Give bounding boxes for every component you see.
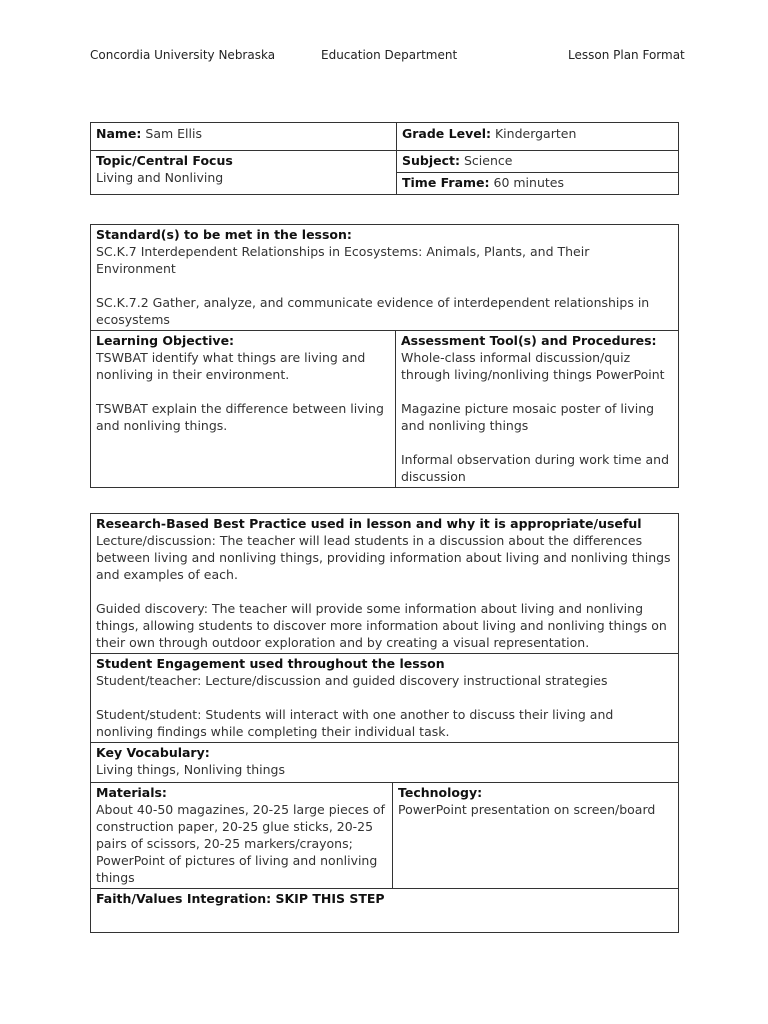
subject-cell [397, 151, 679, 173]
faith-heading: Faith/Values Integration: SKIP THIS STEP [96, 891, 385, 906]
grade-cell [397, 123, 679, 151]
standard-1: SC.K.7 Interdependent Relationships in Ecosystems: Animals, Plants, and Their Environment [96, 244, 590, 276]
engagement-para-1: Student/teacher: Lecture/discussion and guided discovery instructional strategies [96, 673, 608, 688]
name-cell [91, 123, 397, 151]
technology-cell [393, 783, 679, 889]
objective-heading: Learning Objective: [96, 333, 235, 348]
assessment-3: Informal observation during work time and discussion [401, 452, 670, 484]
assessment-heading: Assessment Tool(s) and Procedures: [401, 333, 657, 348]
time-label: Time Frame: [402, 175, 490, 190]
materials-value: About 40-50 magazines, 20-25 large pieces of construction paper, 20-25 glue sticks, 20-25 pairs of scissors, 20-25 markers/crayons; PowerPoint of pictures of living and nonliving things [96, 802, 385, 885]
research-para-2: Guided discovery: The teacher will provide some information about living and nonliving things, allowing students to discover more information about living and nonliving things on their own through outdoor exploration and by creating a visual representation. [96, 601, 667, 650]
header-institution: Concordia University Nebraska [90, 48, 276, 62]
subject-label: Subject: [402, 153, 460, 168]
faith-cell [91, 889, 679, 933]
practice-table [90, 513, 679, 933]
standard-2: SC.K.7.2 Gather, analyze, and communicate evidence of interdependent relationships in ecosystems [96, 295, 650, 327]
assessment-cell [396, 331, 679, 488]
topic-value: Living and Nonliving [96, 170, 224, 185]
research-para-1: Lecture/discussion: The teacher will lead students in a discussion about the differences between living and nonliving things, providing information about living and nonliving things and examples of each. [96, 533, 671, 582]
standards-cell [91, 225, 679, 331]
standards-heading: Standard(s) to be met in the lesson: [96, 227, 352, 242]
grade-label: Grade Level: [402, 126, 491, 141]
engagement-para-2: Student/student: Students will interact with one another to discuss their living and nonliving findings while completing their individual task. [96, 707, 614, 739]
name-label: Name: [96, 126, 142, 141]
vocabulary-cell [91, 743, 679, 783]
objective-2: TSWBAT explain the difference between living and nonliving things. [96, 401, 384, 433]
technology-value: PowerPoint presentation on screen/board [398, 802, 656, 817]
topic-cell [91, 151, 397, 195]
assessment-2: Magazine picture mosaic poster of living and nonliving things [401, 401, 655, 433]
time-value: 60 minutes [493, 175, 564, 190]
topic-label: Topic/Central Focus [96, 153, 233, 168]
engagement-heading: Student Engagement used throughout the lesson [96, 656, 445, 671]
materials-heading: Materials: [96, 785, 167, 800]
name-value: Sam Ellis [145, 126, 202, 141]
time-cell [397, 173, 679, 195]
technology-heading: Technology: [398, 785, 483, 800]
objective-cell [91, 331, 396, 488]
objective-1: TSWBAT identify what things are living and nonliving in their environment. [96, 350, 366, 382]
research-cell [91, 514, 679, 654]
info-table [90, 122, 679, 195]
research-heading: Research-Based Best Practice used in lesson and why it is appropriate/useful [96, 516, 642, 531]
engagement-cell [91, 654, 679, 743]
subject-value: Science [463, 153, 513, 168]
header-format: Lesson Plan Format [568, 48, 685, 62]
vocabulary-value: Living things, Nonliving things [96, 762, 285, 777]
vocabulary-heading: Key Vocabulary: [96, 745, 210, 760]
assessment-1: Whole-class informal discussion/quiz through living/nonliving things PowerPoint [401, 350, 665, 382]
standards-table [90, 224, 679, 488]
header-department: Education Department [321, 48, 458, 62]
grade-value: Kindergarten [494, 126, 577, 141]
materials-cell [91, 783, 393, 889]
